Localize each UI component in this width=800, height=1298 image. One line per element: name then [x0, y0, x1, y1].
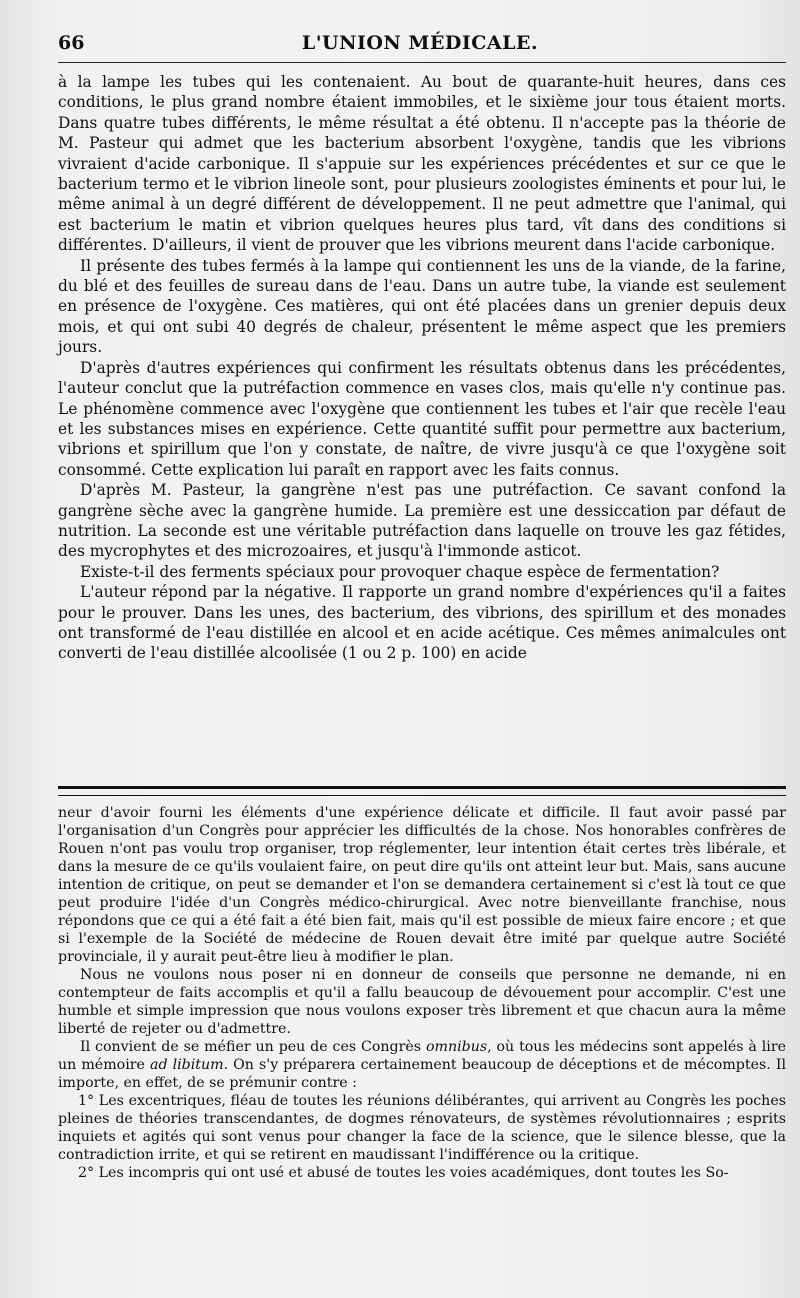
- italic-term: omnibus: [425, 1039, 488, 1055]
- running-title: L'UNION MÉDICALE.: [301, 32, 539, 54]
- text-run: . On s'y préparera certainement beaucoup de déceptions et de mécomptes. Il importe, en effet, de se prémunir contre :: [58, 1057, 786, 1091]
- feuilleton-text: [58, 804, 786, 1182]
- paragraph: Il présente des tubes fermés à la lampe qui contiennent les uns de la viande, de la farine, du blé et des feuilles de sureau dans de l'eau. Dans un autre tube, la viande est seulement en présence de l'oxygène. Ces matières, qui ont été placées dans un grenier depuis deux mois, et qui ont subi 40 degrés de chaleur, présentent le même aspect que les premiers jours.: [58, 256, 786, 357]
- feuilleton-list-item: 2° Les incompris qui ont usé et abusé de toutes les voies académiques, dont toutes les So-: [78, 1165, 729, 1181]
- feuilleton-paragraph: neur d'avoir fourni les éléments d'une expérience délicate et difficile. Il faut avoir passé par l'organisation d'un Congrès pour apprécier les difficultés de la chose. Nos honorables confrères de Rouen n'ont pas voulu trop organiser, trop réglementer, leur intention était certes très libérale, et dans la mesure de ce qu'ils voulaient faire, on peut dire qu'ils ont atteint leur but. Mais, sans aucune intention de critique, on peut se demander et l'on se demandera certainement si c'est là tout ce que peut produire l'idée d'un Congrès médico-chirurgical. Avec notre bienveillante franchise, nous répondons que ce qui a été fait a été bien fait, mais qu'il est possible de mieux faire encore ; et que si l'exemple de la Société de médecine de Rouen devait être imité par quelque autre Société provinciale, il y aurait peut-être lieu à modifier le plan.: [58, 805, 786, 965]
- paragraph: D'après d'autres expériences qui confirment les résultats obtenus dans les précédentes, l'auteur conclut que la putréfaction commence en vases clos, mais qu'elle n'y continue pas. Le phénomène commence avec l'oxygène que contiennent les tubes et l'air que recèle l'eau et les substances mises en expérience. Cette quantité suffit pour permettre aux bacterium, vibrions et spirillum que l'on y constate, de naître, de vivre jusqu'à ce que l'oxygène soit consommé. Cette explication lui paraît en rapport avec les faits connus.: [58, 358, 786, 479]
- text-run: , où tous les médecins sont appelés à lire un mémoire: [58, 1039, 786, 1073]
- feuilleton-paragraph: [58, 1038, 786, 1092]
- page-number: 66: [58, 32, 85, 54]
- page-header: [58, 30, 782, 64]
- text-run: Il convient de se méfier un peu de ces Congrès: [80, 1039, 426, 1055]
- paragraph: Existe-t-il des ferments spéciaux pour provoquer chaque espèce de fermentation?: [80, 562, 720, 581]
- paragraph: D'après M. Pasteur, la gangrène n'est pas une putréfaction. Ce savant confond la gangrène sèche avec la gangrène humide. La première est une dessiccation par défaut de nutrition. La seconde est une véritable putréfaction dans laquelle on trouve les gaz fétides, des mycrophytes et des microzoaires, et jusqu'à l'immonde asticot.: [58, 481, 786, 561]
- header-rule: [58, 62, 786, 63]
- italic-term: ad libitum: [149, 1057, 224, 1073]
- feuilleton-list-item: 1° Les excentriques, fléau de toutes les réunions délibérantes, qui arrivent au Congrès les poches pleines de théories transcendantes, de dogmes rénovateurs, de systèmes révolutionnaires ; esprits inquiets et agités qui sont venus pour changer la face de la science, que le silence blesse, que la contradiction irrite, et qui se retirent en maudissant l'indifférence ou la critique.: [58, 1093, 786, 1163]
- main-text: [58, 72, 786, 664]
- feuilleton-separator: [58, 786, 786, 796]
- paragraph: à la lampe les tubes qui les contenaient. Au bout de quarante-huit heures, dans ces conditions, le plus grand nombre étaient immobiles, et le sixième jour tous étaient morts. Dans quatre tubes différents, le même résultat a été obtenu. Il n'accepte pas la théorie de M. Pasteur qui admet que les bacterium absorbent l'oxygène, tandis que les vibrions vivraient d'acide carbonique. Il s'appuie sur les expériences précédentes et sur ce que le bacterium termo et le vibrion lineole sont, pour plusieurs zoologistes éminents et pour lui, le même animal à un degré différent de développement. Il ne peut admettre que l'animal, qui est bacterium le matin et vibrion quelques heures plus tard, vît dans des conditions si différentes. D'ailleurs, il vient de prouver que les vibrions meurent dans l'acide carbonique.: [58, 73, 786, 255]
- paragraph: L'auteur répond par la négative. Il rapporte un grand nombre d'expériences qu'il a faites pour le prouver. Dans les unes, des bacterium, des vibrions, des spirillum et des monades ont transformé de l'eau distillée en alcool et en acide acétique. Ces mêmes animalcules ont converti de l'eau distillée alcoolisée (1 ou 2 p. 100) en acide: [58, 583, 786, 663]
- feuilleton-paragraph: Nous ne voulons nous poser ni en donneur de conseils que personne ne demande, ni en contempteur de faits accomplis et qu'il a fallu beaucoup de dévouement pour accomplir. C'est une humble et simple impression que nous voulons exposer très librement et que chacun aura la même liberté de rejeter ou d'admettre.: [58, 967, 786, 1037]
